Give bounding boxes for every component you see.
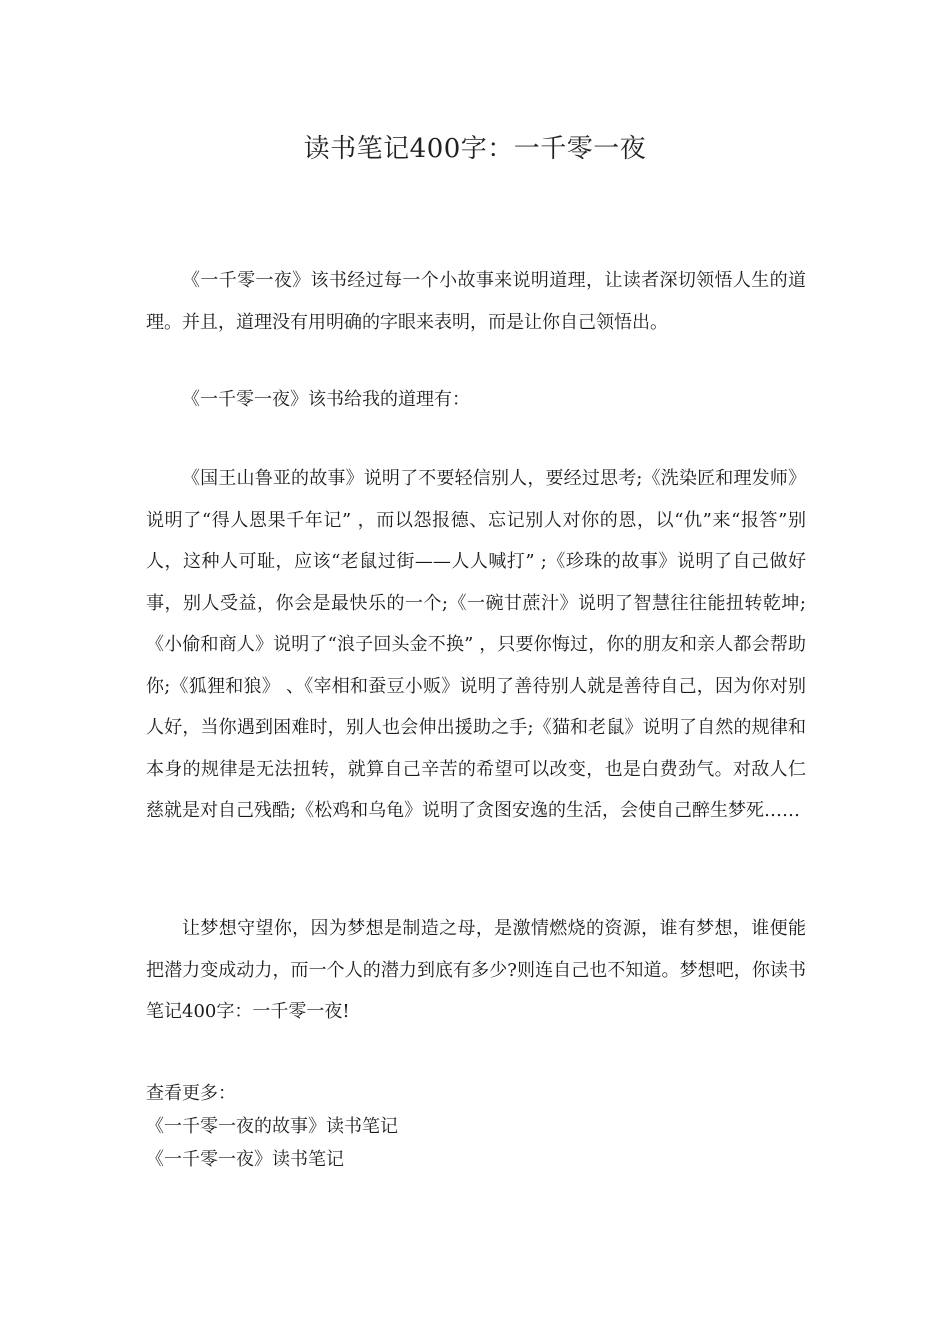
see-more-section (146, 1077, 806, 1176)
paragraph-dream: 让梦想守望你，因为梦想是制造之母，是激情燃烧的资源，谁有梦想，谁便能把潜力变成动力，而一个人的潜力到底有多少?则连自己也不知道。梦想吧，你读书笔记400字：一千零一夜! (146, 918, 806, 1022)
related-link-2[interactable]: 《一千零一夜》读书笔记 (146, 1149, 344, 1170)
page-title: 读书笔记400字：一千零一夜 (303, 134, 647, 164)
related-link-1[interactable]: 《一千零一夜的故事》读书笔记 (146, 1116, 398, 1137)
paragraph-lessons-heading: 《一千零一夜》该书给我的道理有： (182, 389, 470, 410)
paragraph-intro: 《一千零一夜》该书经过每一个小故事来说明道理，让读者深切领悟人生的道理。并且，道理没有用明确的字眼来表明，而是让你自己领悟出。 (146, 270, 806, 333)
paragraph-lessons: 《国王山鲁亚的故事》说明了不要轻信别人，要经过思考;《洗染匠和理发师》说明了“得人恩果千年记” ，而以怨报德、忘记别人对你的恩，以“仇”来“报答”别人，这种人可耻，应该“老鼠过街——人人喊打” ;《珍珠的故事》说明了自己做好事，别人受益，你会是最快乐的一个;《一碗甘蔗汁》说明了智慧往往能扭转乾坤;《小偷和商人》说明了“浪子回头金不换” ，只要你悔过，你的朋友和亲人都会帮助你;《狐狸和狼》 、《宰相和蚕豆小贩》说明了善待别人就是善待自己，因为你对别人好，当你遇到困难时，别人也会伸出援助之手;《猫和老鼠》说明了自然的规律和本身的规律是无法扭转，就算自己辛苦的希望可以改变，也是白费劲气。对敌人仁慈就是对自己残酷;《松鸡和乌龟》说明了贪图安逸的生活，会使自己醉生梦死…… (146, 468, 806, 821)
see-more-label: 查看更多： (146, 1083, 236, 1104)
